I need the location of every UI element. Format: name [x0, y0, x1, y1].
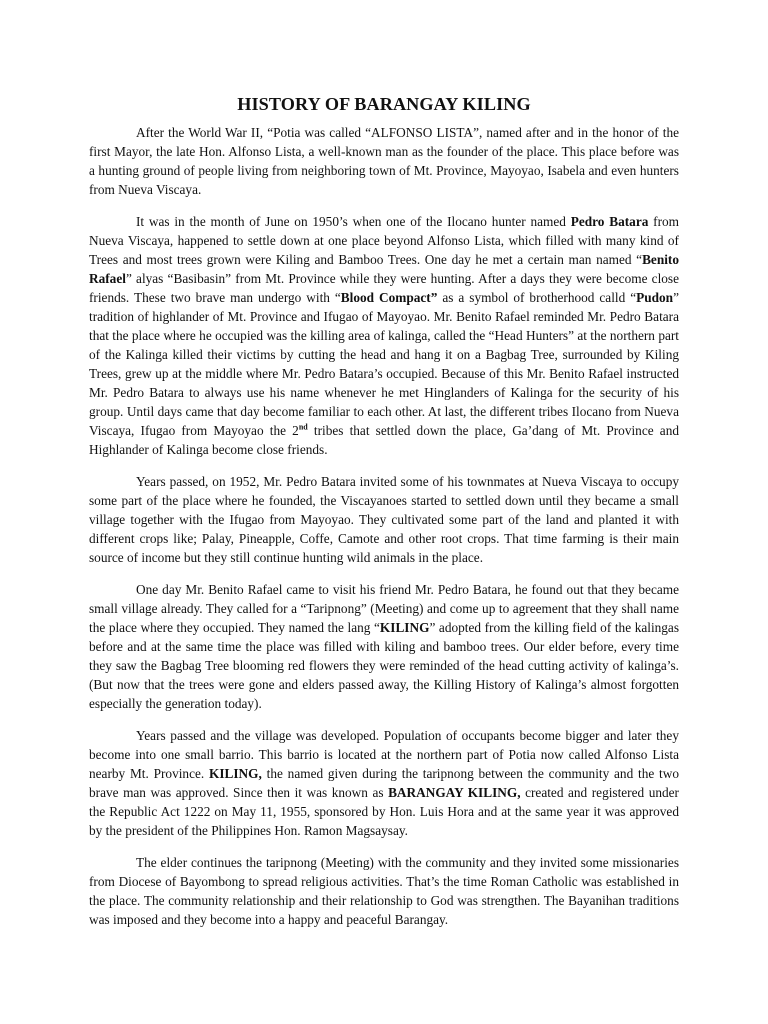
paragraph-text: ” tradition of highlander of Mt. Province and Ifugao of Mayoyao. Mr. Benito Rafael reminded Mr. Pedro Batara that the place where he occupied was the killing area of kalinga, called the “Head Hunters” at the northern part of the Kalinga killed their victims by cutting the head and hang it on a Bagbag Tree, surrounded by Kiling Trees, grew up at the middle where Mr. Pedro Batara’s occupied. Because of this Mr. Benito Rafael instructed Mr. Pedro Batara to always use his name whenever he met Hinglanders of Kalinga for the security of his group. Until days came that day become familiar to each other. At last, the different tribes Ilocano from Nueva Viscaya, Ifugao from Mayoyao the 2	[89, 290, 679, 438]
paragraph-text: The elder continues the taripnong (Meeting) with the community and they invited some missionaries from Diocese of Bayombong to spread religious activities. That’s the time Roman Catholic was established in the place. The community relationship and their relationship to God was strengthen. The Bayanihan traditions was imposed and they become into a happy and peaceful Barangay.	[89, 855, 679, 927]
bold-text: Pedro Batara	[570, 214, 649, 229]
paragraph-text: created and registered under the Republic Act 1222 on May 11, 1955, sponsored by Hon. Luis Hora and at the same year it was approved by the president of the Philippines Hon. Ramon Magsaysay.	[89, 785, 679, 838]
paragraph-text: as a symbol of brotherhood calld “	[437, 290, 637, 305]
bold-text: KILING	[379, 620, 430, 635]
paragraph-text: It was in the month of June on 1950’s when one of the Ilocano hunter named	[136, 214, 571, 229]
paragraph-text: Years passed and the village was developed. Population of occupants become bigger and later they become into one small barrio. This barrio is located at the northern part of Potia now called Alfonso Lista nearby Mt. Province.	[89, 728, 679, 781]
paragraph-text: One day Mr. Benito Rafael came to visit his friend Mr. Pedro Batara, he found out that they became small village already. They called for a “Taripnong” (Meeting) and come up to agreement that they shall name the place where they occupied. They named the lang “	[89, 582, 679, 635]
paragraph-text: ” adopted from the killing field of the kalingas before and at the same time the place was filled with kiling and bamboo trees. Our elder before, every time they saw the Bagbag Tree blooming red flowers they were reminded of the head cutting activity of kalinga’s. (But now that the trees were gone and elders passed away, the Killing History of Kalinga’s almost forgotten especially the generation today).	[89, 620, 680, 711]
paragraph-text: tribes that settled down the place, Ga’dang of Mt. Province and Highlander of Kalinga become close friends.	[89, 423, 679, 457]
paragraph-text: ” alyas “Basibasin” from Mt. Province while they were hunting. After a days they were become close friends. These two brave man undergo with “	[89, 271, 679, 305]
paragraph-text: Years passed, on 1952, Mr. Pedro Batara invited some of his townmates at Nueva Viscaya to occupy some part of the place where he founded, the Viscayanoes started to settled down until they became a small village together with the Ifugao from Mayoyao. They cultivated some part of the land and planted it with different crops like; Palay, Pineapple, Coffe, Camote and other root crops. That time farming is their main source of income but they still continue hunting wild animals in the place.	[89, 474, 679, 565]
paragraph-list	[89, 123, 679, 929]
bold-text: Benito Rafael	[89, 252, 679, 286]
paragraph	[89, 212, 679, 459]
bold-text: Pudon	[636, 290, 674, 305]
paragraph	[89, 472, 679, 567]
paragraph-text: the named given during the taripnong between the community and the two brave man was approved. Since then it was known as	[89, 766, 679, 800]
superscript-text: nd	[298, 422, 308, 432]
paragraph	[89, 580, 679, 713]
document-body	[89, 92, 679, 942]
paragraph	[89, 123, 679, 199]
bold-text: KILING,	[209, 766, 262, 781]
paragraph-text: from Nueva Viscaya, happened to settle down at one place beyond Alfonso Lista, which filled with many kind of Trees and most trees grown were Kiling and Bamboo Trees. One day he met a certain man named “	[89, 214, 680, 267]
paragraph	[89, 726, 679, 840]
document-title: HISTORY OF BARANGAY KILING	[237, 94, 531, 114]
bold-text: BARANGAY KILING,	[388, 785, 521, 800]
bold-text: Blood Compact”	[340, 290, 438, 305]
paragraph	[89, 853, 679, 929]
paragraph-text: After the World War II, “Potia was called “ALFONSO LISTA”, named after and in the honor of the first Mayor, the late Hon. Alfonso Lista, a well-known man as the founder of the place. This place before was a hunting ground of people living from neighboring town of Mt. Province, Mayoyao, Isabela and even hunters from Nueva Viscaya.	[89, 125, 679, 197]
